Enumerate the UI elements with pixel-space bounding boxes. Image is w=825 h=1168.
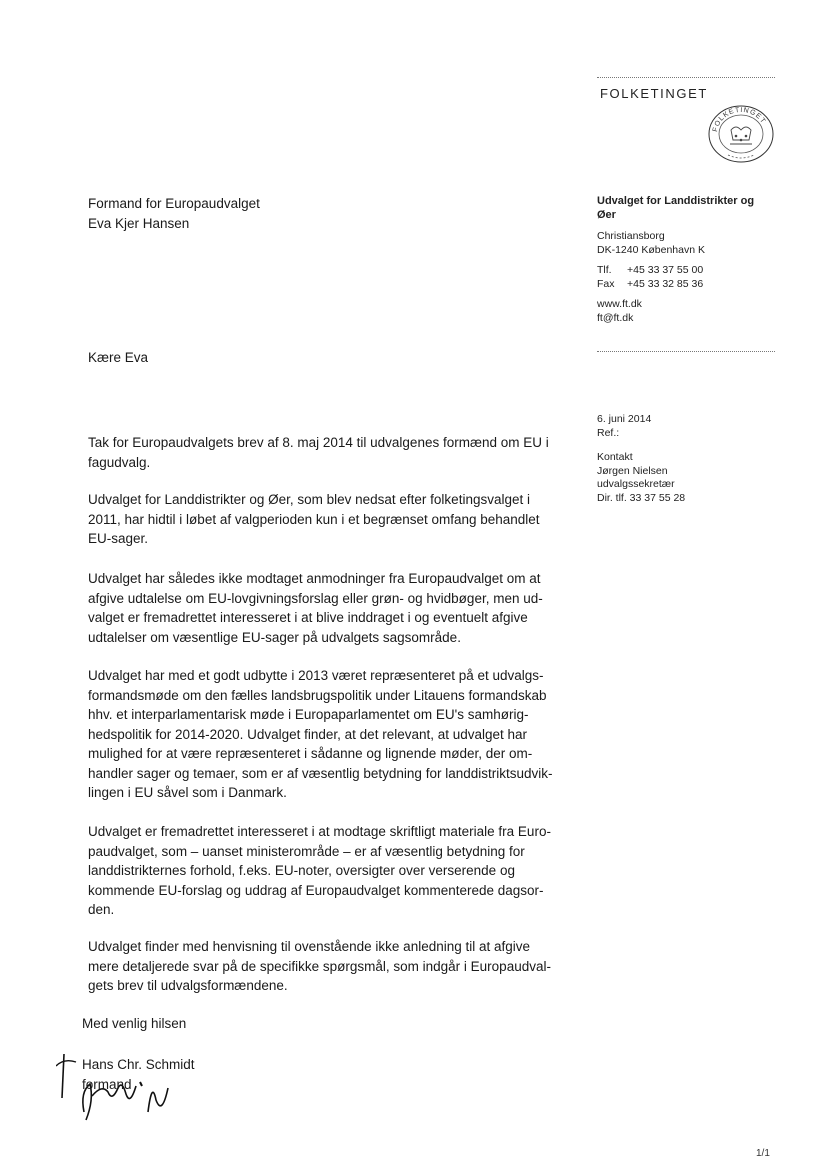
seal-text: FOLKETINGET (712, 106, 767, 133)
brand-name: FOLKETINGET (600, 86, 708, 101)
letter-meta (597, 413, 651, 440)
paragraph-line: mere detaljerede svar på de specifikke spørgsmål, som indgår i Europaudval- (88, 958, 551, 974)
sender-committee (597, 195, 754, 222)
address-line-1: Christiansborg (597, 230, 665, 242)
contact-name: Jørgen Nielsen (597, 464, 668, 477)
direct-phone: Dir. tlf. 33 37 55 28 (597, 491, 686, 504)
paragraph-line: Udvalget har således ikke modtaget anmodninger fra Europaudvalget om at (88, 571, 541, 586)
committee-line-2: Øer (597, 208, 616, 221)
phone-number: +45 33 37 55 00 (627, 264, 704, 276)
recipient-line-2: Eva Kjer Hansen (88, 216, 190, 231)
website: www.ft.dk (597, 298, 642, 310)
paragraph-line: hhv. et interparlamentarisk møde i Europaparlamentet om EU's samhørig- (88, 707, 529, 722)
committee-line-1: Udvalget for Landdistrikter og (597, 195, 755, 207)
paragraph-line: Udvalget er fremadrettet interesseret i at modtage skriftligt materiale fra Euro- (88, 824, 551, 839)
reference-label: Ref.: (597, 426, 620, 439)
paragraph-line: udtalelser om væsentlige EU-sager på udvalgets sagsområde. (88, 629, 461, 645)
paragraph-line: Udvalget for Landdistrikter og Øer, som blev nedsat efter folketingsvalget i (88, 492, 530, 507)
closing-phrase: Med venlig hilsen (82, 1016, 187, 1031)
body-paragraph-4 (88, 666, 568, 803)
body-paragraph-6 (88, 937, 568, 996)
sender-phone-fax (597, 264, 703, 291)
recipient-line-1: Formand for Europaudvalget (88, 196, 260, 211)
phone-row (597, 264, 703, 278)
letter-date: 6. juni 2014 (597, 413, 652, 425)
paragraph-line: landdistrikternes forhold, f.eks. EU-noter, oversigter over verserende og (88, 863, 515, 878)
paragraph-line: 2011, har hidtil i løbet af valgperioden kun i et begrænset omfang behandlet (88, 511, 540, 527)
top-divider (597, 77, 775, 78)
paragraph-line: EU-sager. (88, 531, 149, 546)
fax-label: Fax (597, 277, 615, 290)
sender-address (597, 230, 705, 257)
paragraph-line: kommende EU-forslag og uddrag af Europaudvalget kommenterede dagsor- (88, 882, 544, 898)
contact-label: Kontakt (597, 451, 633, 463)
paragraph-line: Udvalget har med et godt udbytte i 2013 været repræsenteret på et udvalgs- (88, 668, 544, 683)
paragraph-line: paudvalget, som – uanset ministerområde – er af væsentlig betydning for (88, 843, 525, 859)
paragraph-line: den. (88, 902, 115, 917)
sender-divider (597, 351, 775, 352)
paragraph-line: formandsmøde om den fælles landsbrugspolitik under Litauens formandskab (88, 687, 547, 703)
address-line-2: DK-1240 København K (597, 243, 705, 256)
folketinget-seal-icon (706, 100, 776, 164)
contact-title: udvalgssekretær (597, 478, 675, 490)
signer-block (82, 1055, 195, 1095)
contact-block (597, 451, 685, 505)
body-paragraph-5 (88, 822, 568, 920)
phone-label: Tlf. (597, 264, 612, 276)
email: ft@ft.dk (597, 311, 634, 324)
paragraph-line: afgive udtalelse om EU-lovgivningsforslag eller grøn- og hvidbøger, men ud- (88, 590, 543, 606)
page-number: 1/1 (756, 1148, 770, 1159)
paragraph-line: fagudvalg. (88, 454, 151, 470)
salutation: Kære Eva (88, 350, 149, 365)
recipient-block (88, 194, 260, 234)
body-paragraph-2 (88, 490, 568, 549)
signer-name: Hans Chr. Schmidt (82, 1057, 195, 1072)
paragraph-line: Udvalget finder med henvisning til ovenstående ikke anledning til at afgive (88, 939, 531, 954)
paragraph-line: gets brev til udvalgsformændene. (88, 978, 288, 993)
body-paragraph-3 (88, 569, 568, 647)
paragraph-line: hedspolitik for 2014-2020. Udvalget finder, at det relevant, at udvalget har (88, 726, 528, 742)
sender-web (597, 298, 642, 325)
paragraph-line: mulighed for at være repræsenteret i sådanne og lignende møder, der om- (88, 746, 533, 761)
paragraph-line: handler sager og temaer, som er af væsentlig betydning for landdistriktsudvik- (88, 765, 553, 781)
paragraph-line: valget er fremadrettet interesseret i at blive inddraget i og eventuelt afgive (88, 610, 528, 625)
paragraph-line: Tak for Europaudvalgets brev af 8. maj 2014 til udvalgenes formænd om EU i (88, 435, 549, 450)
fax-number: +45 33 32 85 36 (627, 277, 704, 290)
paragraph-line: lingen i EU såvel som i Danmark. (88, 785, 287, 800)
fax-row (597, 278, 703, 292)
signer-title: formand (82, 1077, 132, 1092)
body-paragraph-1 (88, 433, 568, 472)
